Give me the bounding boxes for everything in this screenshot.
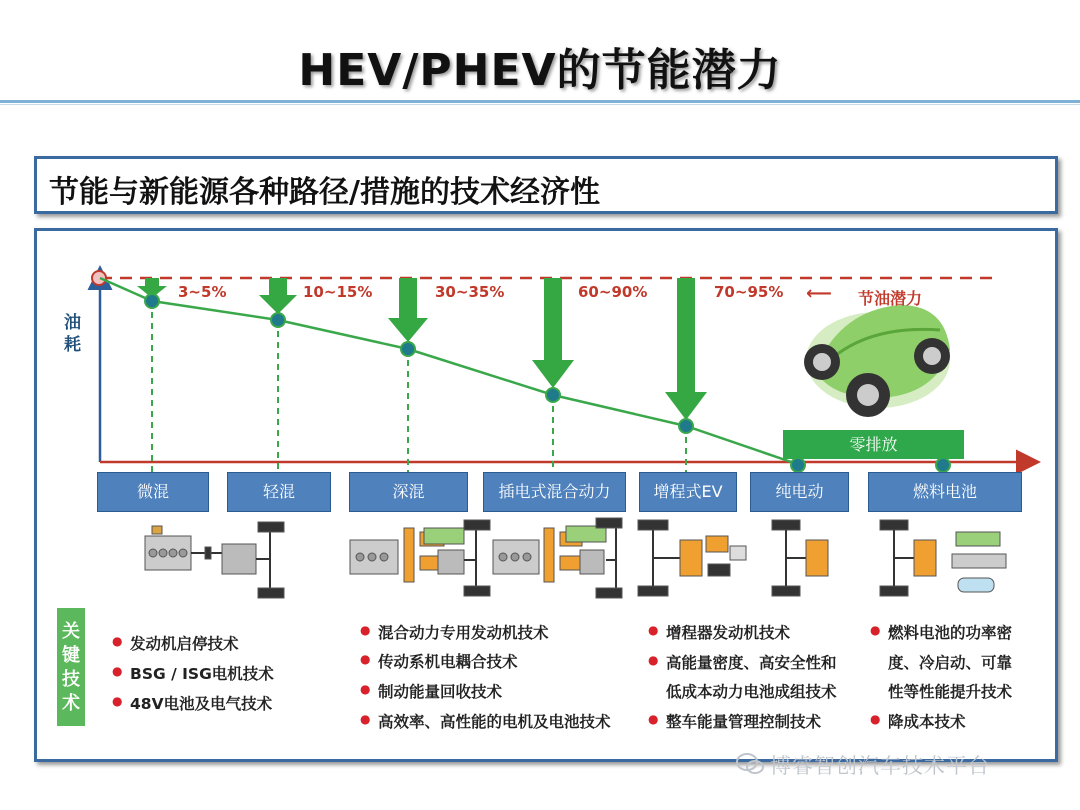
key-tech-item: ● 传动系机电耦合技术 — [378, 650, 518, 672]
category-bev: 纯电动 — [750, 472, 849, 512]
wechat-icon — [735, 752, 765, 776]
category-weihun: 微混 — [97, 472, 209, 512]
subtitle: 节能与新能源各种路径/措施的技术经济性 — [49, 175, 600, 210]
schematic-shenhun — [350, 520, 490, 596]
key-tech-item: ● 混合动力专用发动机技术 — [378, 621, 549, 643]
key-tech-item: ● 整车能量管理控制技术 — [666, 710, 821, 732]
saving-label-1: 3~5% — [178, 283, 227, 301]
zero-emission-badge: 零排放 — [783, 430, 964, 459]
saving-label-2: 10~15% — [303, 283, 373, 301]
key-tech-item-cont: 性等性能提升技术 — [888, 683, 1013, 701]
key-tech-label: 关 键 技 术 — [57, 608, 85, 726]
key-tech-item: ● 高效率、高性能的电机及电池技术 — [378, 710, 611, 732]
category-qinghun: 轻混 — [227, 472, 331, 512]
schematic-fcev — [880, 520, 1006, 596]
saving-arrow-2 — [259, 278, 297, 314]
point-weihun — [145, 294, 159, 308]
watermark: 博睿智创汽车技术平台 — [770, 754, 990, 778]
key-tech-item: ● 发动机启停技术 — [130, 632, 239, 654]
key-tech-item: ● 增程器发动机技术 — [666, 621, 790, 643]
key-tech-item: ● 燃料电池的功率密 — [888, 621, 1012, 643]
page-title: HEV/PHEV的节能潜力 — [298, 45, 782, 96]
category-phev: 插电式混合动力 — [483, 472, 626, 512]
point-qinghun — [271, 313, 285, 327]
saving-arrow-4 — [532, 278, 574, 388]
key-tech-item: ● 降成本技术 — [888, 710, 966, 732]
key-tech-item: ● BSG / ISG电机技术 — [130, 662, 274, 684]
point-erev — [679, 419, 693, 433]
schematic-erev — [638, 520, 746, 596]
saving-arrow-3 — [388, 278, 428, 342]
saving-arrow-5 — [665, 278, 707, 420]
category-fcev: 燃料电池 — [868, 472, 1022, 512]
origin-marker — [92, 271, 106, 285]
schematic-bev — [772, 520, 828, 596]
point-phev — [546, 388, 560, 402]
y-axis-label: 油 耗 — [64, 313, 81, 355]
left-arrow-icon: ⟵ — [806, 283, 832, 304]
schematic-weihun — [145, 522, 284, 598]
point-bev — [791, 458, 805, 472]
schematic-phev — [493, 518, 622, 598]
saving-label-4: 60~90% — [578, 283, 648, 301]
category-erev: 增程式EV — [639, 472, 737, 512]
legend-label: 节油潜力 — [858, 289, 923, 308]
category-shenhun: 深混 — [349, 472, 468, 512]
saving-label-3: 30~35% — [435, 283, 505, 301]
point-shenhun — [401, 342, 415, 356]
saving-label-5: 70~95% — [714, 283, 784, 301]
key-tech-item-cont: 低成本动力电池成组技术 — [666, 683, 837, 701]
green-car-illustration — [804, 305, 950, 417]
key-tech-item: ● 48V电池及电气技术 — [130, 692, 272, 714]
key-tech-item-cont: 度、冷启动、可靠 — [888, 654, 1013, 672]
point-fcev — [936, 458, 950, 472]
key-tech-item: ● 制动能量回收技术 — [378, 680, 502, 702]
key-tech-item: ● 高能量密度、高安全性和 — [666, 651, 837, 673]
